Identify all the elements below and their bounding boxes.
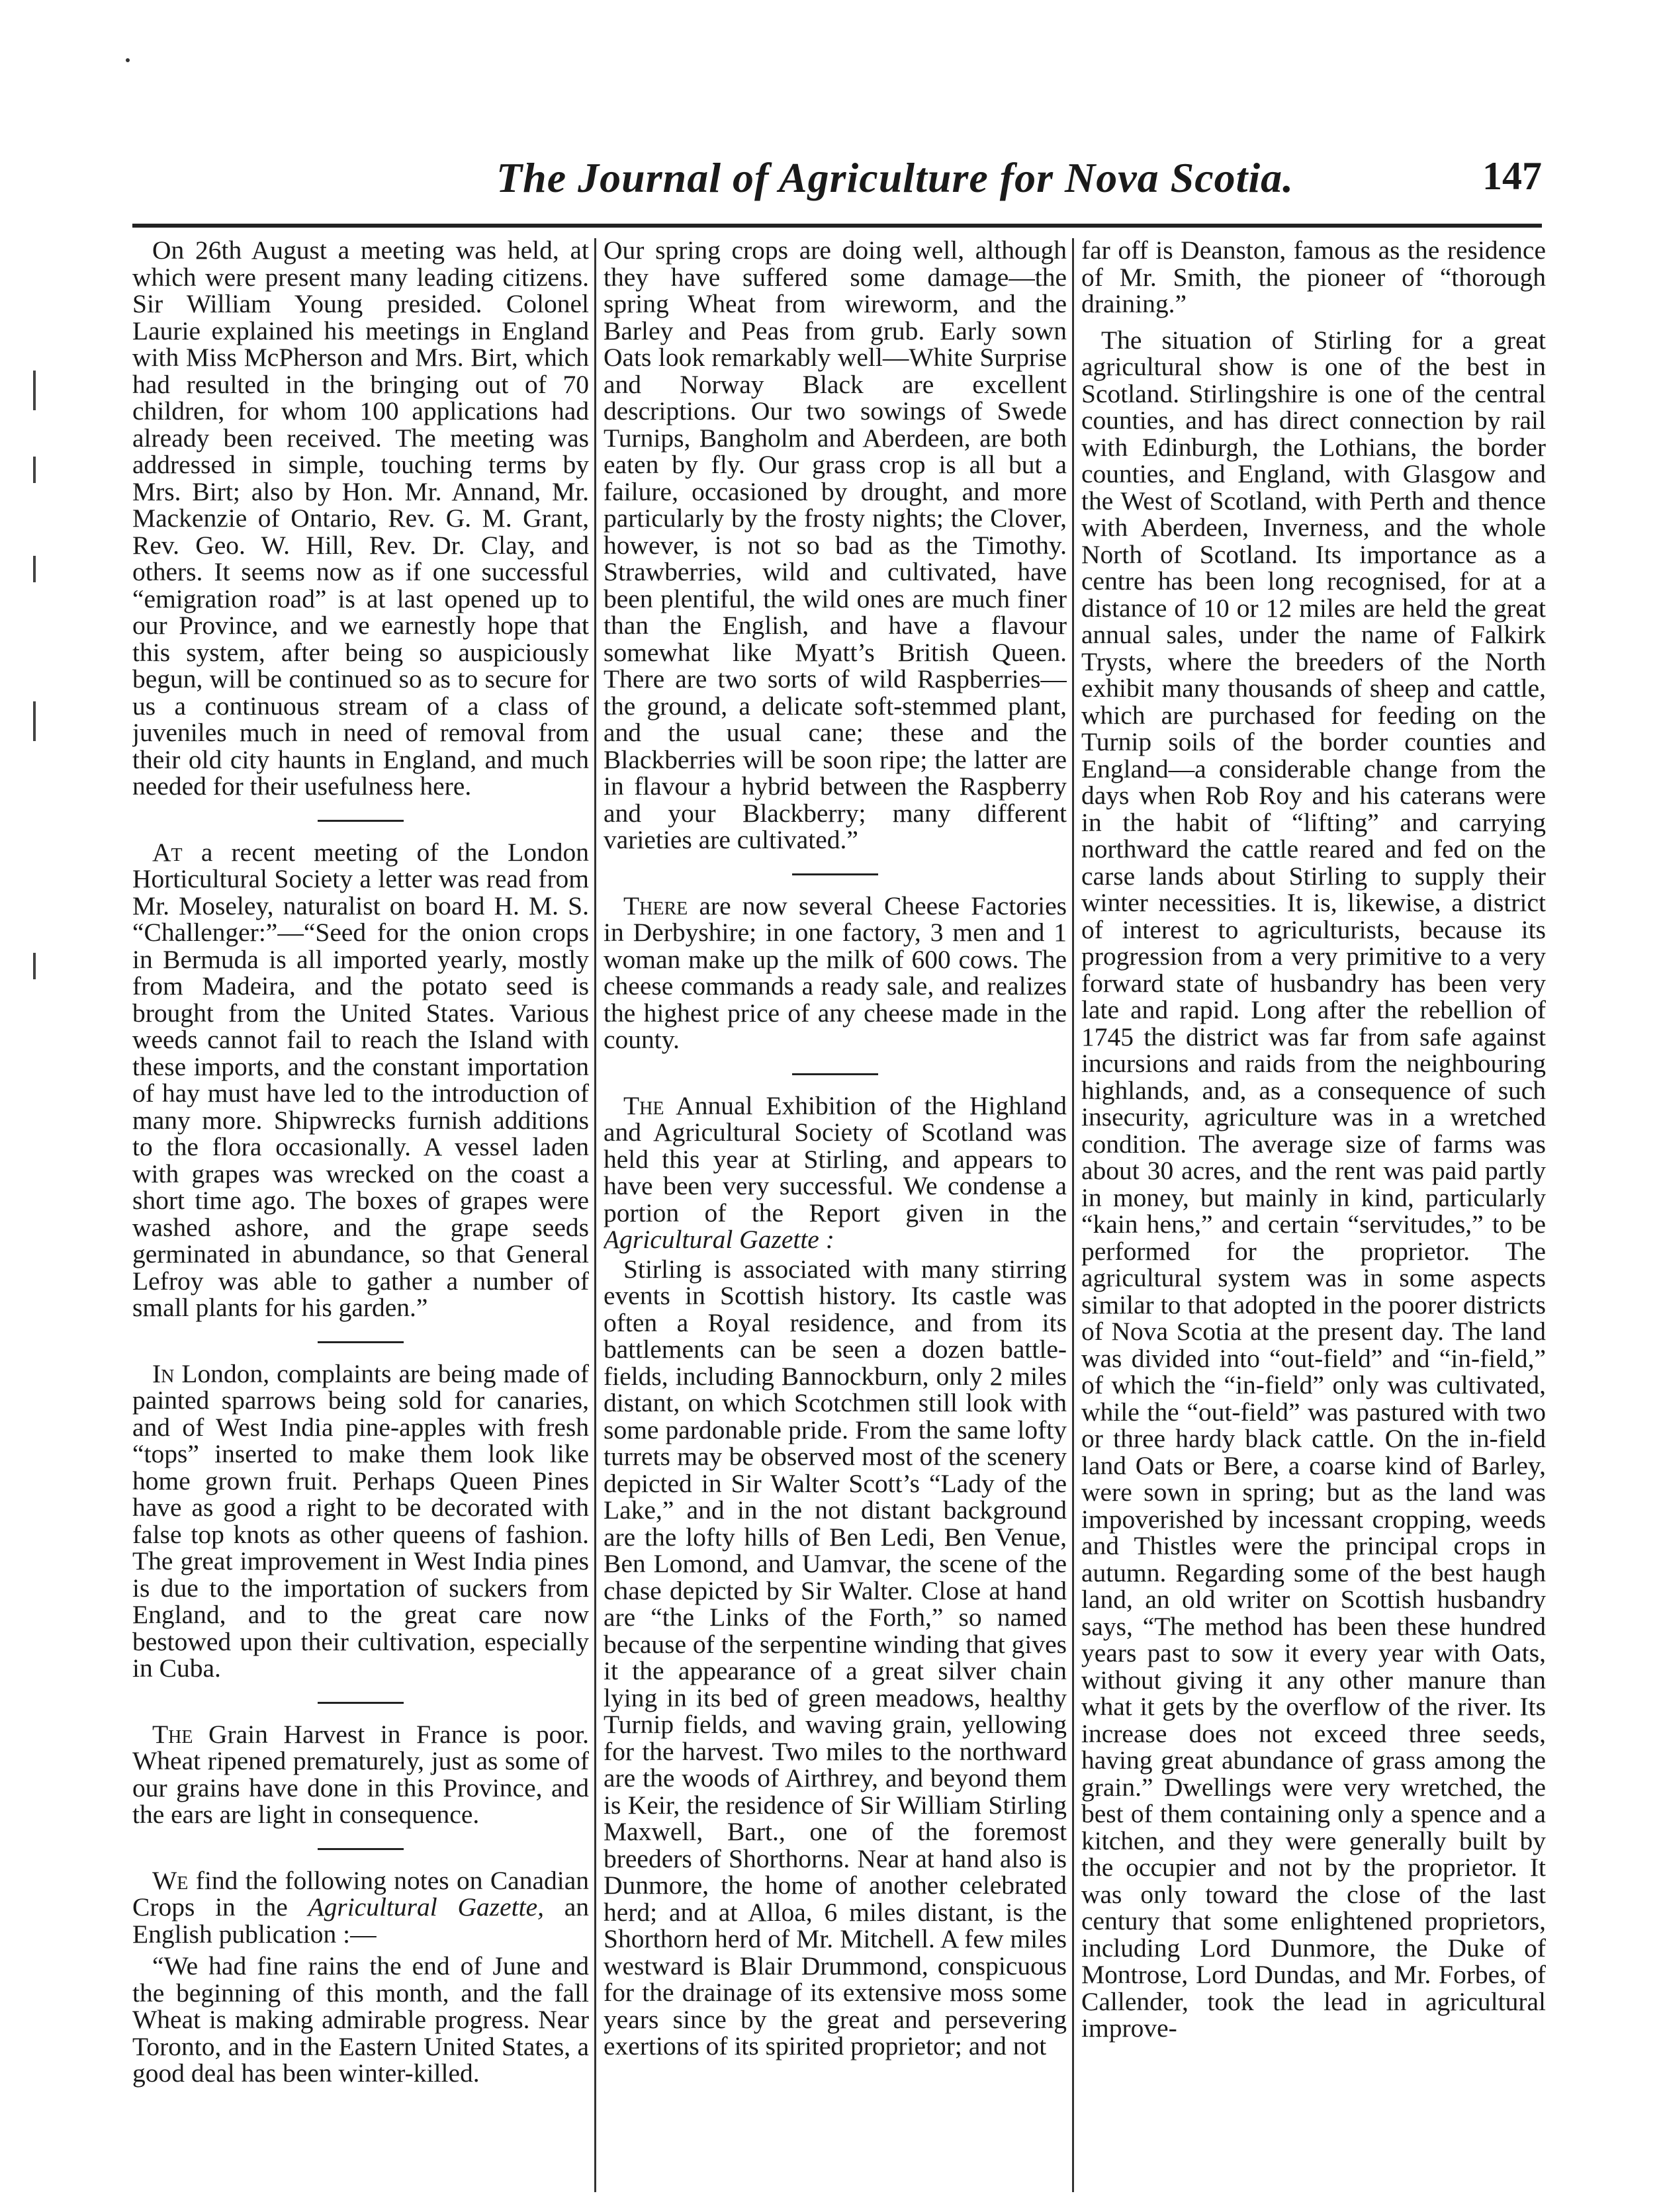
paragraph-horticultural bbox=[132, 839, 589, 1321]
column-divider bbox=[1072, 238, 1074, 2192]
paragraph-exhibition bbox=[604, 1092, 1067, 1253]
section-separator bbox=[792, 1073, 878, 1075]
column-divider bbox=[594, 238, 596, 2192]
lead-word: At bbox=[152, 837, 183, 867]
section-separator bbox=[318, 1702, 404, 1704]
lead-word: The bbox=[152, 1719, 193, 1749]
paragraph-quote-start: “We had fine rains the end of June and the beginning of this month, and the fall Wheat is making admirable progress. Near Toronto, and in the Eastern United States, a good deal has been winter-killed. bbox=[132, 1951, 589, 2088]
paragraph-quote-cont: Our spring crops are doing well, although they have suffered some damage—the spring Wheat from wireworm, and the Barley and Peas from grub. Early sown Oats look remarkably well—White Surprise and Norway Black are excellent descriptions. Our two sowings of Swede Turnips, Bangholm and Aberdeen, are both eaten by fly. Our grass crop is all but a failure, occasioned by drought, and more particularly by the frosty nights; the Clover, however, is not so bad as the Timothy. Strawberries, wild and cultivated, have been plentiful, the wild ones are much finer than the English, and have a flavour somewhat like Myatt’s British Queen. There are two sorts of wild Raspberries—the ground, a delicate soft-stemmed plant, and the usual cane; these and the Blackberries will be soon ripe; the latter are in flavour a hybrid between the Raspberry and your Blackberry; many different varieties are cultivated.” bbox=[604, 237, 1067, 854]
paragraph-text: find the following notes on Canadian Crops in the bbox=[132, 1865, 589, 1922]
section-separator bbox=[318, 820, 404, 822]
paragraph-text: are now several Cheese Factories in Derbyshire; in one factory, 3 men and 1 woman make up the milk of 600 cows. The cheese commands a ready sale, and realizes the highest price of any cheese made in the county. bbox=[604, 891, 1067, 1054]
paragraph-london bbox=[132, 1360, 589, 1682]
journal-title: The Journal of Agriculture for Nova Scotia. bbox=[496, 154, 1294, 201]
margin-mark bbox=[33, 701, 36, 741]
paragraph-canadian-crops bbox=[132, 1867, 589, 1948]
publication-name: Agricultural Gazette : bbox=[604, 1225, 834, 1254]
section-separator bbox=[318, 1848, 404, 1850]
header-rule bbox=[132, 224, 1542, 228]
paragraph-grain-harvest bbox=[132, 1721, 589, 1828]
page-number: 147 bbox=[1482, 154, 1542, 198]
margin-marks bbox=[33, 0, 60, 2212]
column-2 bbox=[604, 237, 1067, 2192]
lead-word: The bbox=[623, 1090, 664, 1120]
paragraph-text: Grain Harvest in France is poor. Wheat ripened prematurely, just as some of our grains have done in this Province, and the ears are light in consequence. bbox=[132, 1719, 589, 1829]
section-separator bbox=[318, 1341, 404, 1343]
margin-mark bbox=[33, 556, 36, 582]
section-separator bbox=[792, 873, 878, 875]
margin-mark bbox=[33, 953, 36, 979]
paragraph-text: Annual Exhibition of the Highland and Agricultural Society of Scotland was held this year at Stirling, and appears to have been very successful. We condense a portion of the Report given in the bbox=[604, 1090, 1067, 1227]
paragraph-emigration: On 26th August a meeting was held, at which were present many leading citizens. Sir William Young presided. Colonel Laurie explained his meetings in England with Miss McPherson and Mrs. Birt, which had resulted in the bringing out of 70 children, for whom 100 applications had already been received. The meeting was addressed in simple, touching terms by Mrs. Birt; also by Hon. Mr. Annand, Mr. Mackenzie of Ontario, Rev. G. M. Grant, Rev. Geo. W. Hill, Rev. Dr. Clay, and others. It seems now as if one successful “emigration road” is at last opened up to our Province, and we earnestly hope that this system, after being so auspiciously begun, will be continued so as to secure for us a continuous stream of a class of juveniles much in need of removal from their old city haunts in England, and much needed for their usefulness here. bbox=[132, 237, 589, 801]
paragraph-cheese bbox=[604, 893, 1067, 1053]
lead-word: In bbox=[152, 1358, 175, 1388]
paragraph-text: an English publication :— bbox=[132, 1892, 589, 1949]
paragraph-text: London, complaints are being made of painted sparrows being sold for canaries, and of West India pine-apples with fresh “tops” inserted to make them look like home grown fruit. Perhaps Queen Pines have as good a right to be decorated with false top knots as other queens of fashion. The great improvement in West India pines is due to the importation of suckers from England, and to the great care now bestowed upon their cultivation, especially in Cuba. bbox=[132, 1358, 589, 1683]
paragraph-text: a recent meeting of the London Horticultural Society a letter was read from Mr. Moseley, naturalist on board H. M. S. “Challenger:”—“Seed for the onion crops in Bermuda is all imported yearly, mostly from Madeira, and the potato seed is brought from the United States. Various weeds cannot fail to reach the Island with these imports, and the constant importation of hay must have led to the introduction of many more. Shipwrecks furnish additions to the flora occasionally. A vessel laden with grapes was wrecked on the coast a short time ago. The boxes of grapes were washed ashore, and the grape seeds germinated in abundance, so that General Lefroy was able to gather a number of small plants for his garden.” bbox=[132, 837, 589, 1322]
paragraph-situation: The situation of Stirling for a great agricultural show is one of the best in Scotland. Stirlingshire is one of the central counties, and has direct connection by rail with Edinburgh, the Lothians, the border counties, and England, with Glasgow and the West of Scotland, with Perth and thence with Aberdeen, Inverness, and the whole North of Scotland. Its importance as a centre has been long recognised, for at a distance of 10 or 12 miles are held the great annual sales, under the name of Falkirk Trysts, where the breeders of the North exhibit many thousands of sheep and cattle, which are purchased for feeding on the Turnip soils of the border counties and England—a considerable change from the days when Rob Roy and his caterans were in the habit of “lifting” and carrying northward the cattle reared and fed on the carse lands about Stirling to supply their winter necessities. It is, likewise, a district of interest to agriculturists, because its progression from a very primitive to a very forward state of husbandry has been very late and rapid. Long after the rebellion of 1745 the district was far from safe against incursions and raids from the neighbouring highlands, and, as a consequence of such insecurity, agriculture was in a wretched condition. The average size of farms was about 30 acres, and the rent was paid partly in money, but mainly in kind, particularly “kain hens,” and certain “servitudes,” to be performed for the proprietor. The agricultural system was in some aspects similar to that adopted in the poorer districts of Nova Scotia at the present day. The land was divided into “out-field” and “in-field,” of which the “in-field” only was cultivated, while the “out-field” was pastured with two or three hardy black cattle. On the in-field land Oats or Bere, a coarse kind of Barley, were sown in spring; but as the land was impoverished by incessant cropping, weeds and Thistles were the principal crops in autumn. Regarding some of the best haugh land, an old writer on Scottish husbandry says, “The method has been these hundred years past to sow it every year with Oats, without giving it any other manure than what it gets by the overflow of the river. Its increase does not exceed three seeds, having great abundance of grass among the grain.” Dwellings were very wretched, the best of them containing only a spence and a kitchen, and they were generally built by the occupier and not by the proprietor. It was only toward the close of the last century that some enlightened proprietors, including Lord Dunmore, the Duke of Montrose, Lord Dundas, and Mr. Forbes, of Callender, took the lead in agricultural improve- bbox=[1081, 325, 1546, 2043]
publication-name: Agricultural Gazette, bbox=[308, 1892, 544, 1922]
lead-word: There bbox=[623, 891, 688, 920]
margin-dot bbox=[126, 58, 130, 62]
column-1 bbox=[132, 237, 589, 2192]
column-3 bbox=[1081, 237, 1546, 2192]
lead-word: We bbox=[152, 1865, 189, 1895]
margin-mark bbox=[33, 371, 36, 410]
margin-mark bbox=[33, 457, 36, 483]
page-header bbox=[126, 154, 1542, 220]
paragraph-deanston: far off is Deanston, famous as the residence of Mr. Smith, the pioneer of “thorough draining.” bbox=[1081, 237, 1546, 318]
paragraph-stirling: Stirling is associated with many stirring events in Scottish history. Its castle was often a Royal residence, and from its battlements can be seen a dozen battle-fields, including Bannockburn, only 2 miles distant, on which Scotchmen still look with some pardonable pride. From the same lofty turrets may be observed most of the scenery depicted in Sir Walter Scott’s “Lady of the Lake,” and in the not distant background are the lofty hills of Ben Ledi, Ben Venue, Ben Lomond, and Uamvar, the scene of the chase depicted by Sir Walter. Close at hand are “the Links of the Forth,” so named because of the serpentine winding that gives it the appearance of a great silver chain lying in its bed of green meadows, healthy Turnip fields, and waving grain, yellowing for the harvest. Two miles to the northward are the woods of Airthrey, and beyond them is Keir, the residence of Sir William Stirling Maxwell, Bart., one of the foremost breeders of Shorthorns. Near at hand also is Dunmore, the home of another celebrated herd; and at Alloa, 6 miles distant, is the Shorthorn herd of Mr. Mitchell. A few miles westward is Blair Drummond, conspicuous for the drainage of its extensive moss some years since by the great and persevering exertions of its spirited proprietor; and not bbox=[604, 1254, 1067, 2060]
